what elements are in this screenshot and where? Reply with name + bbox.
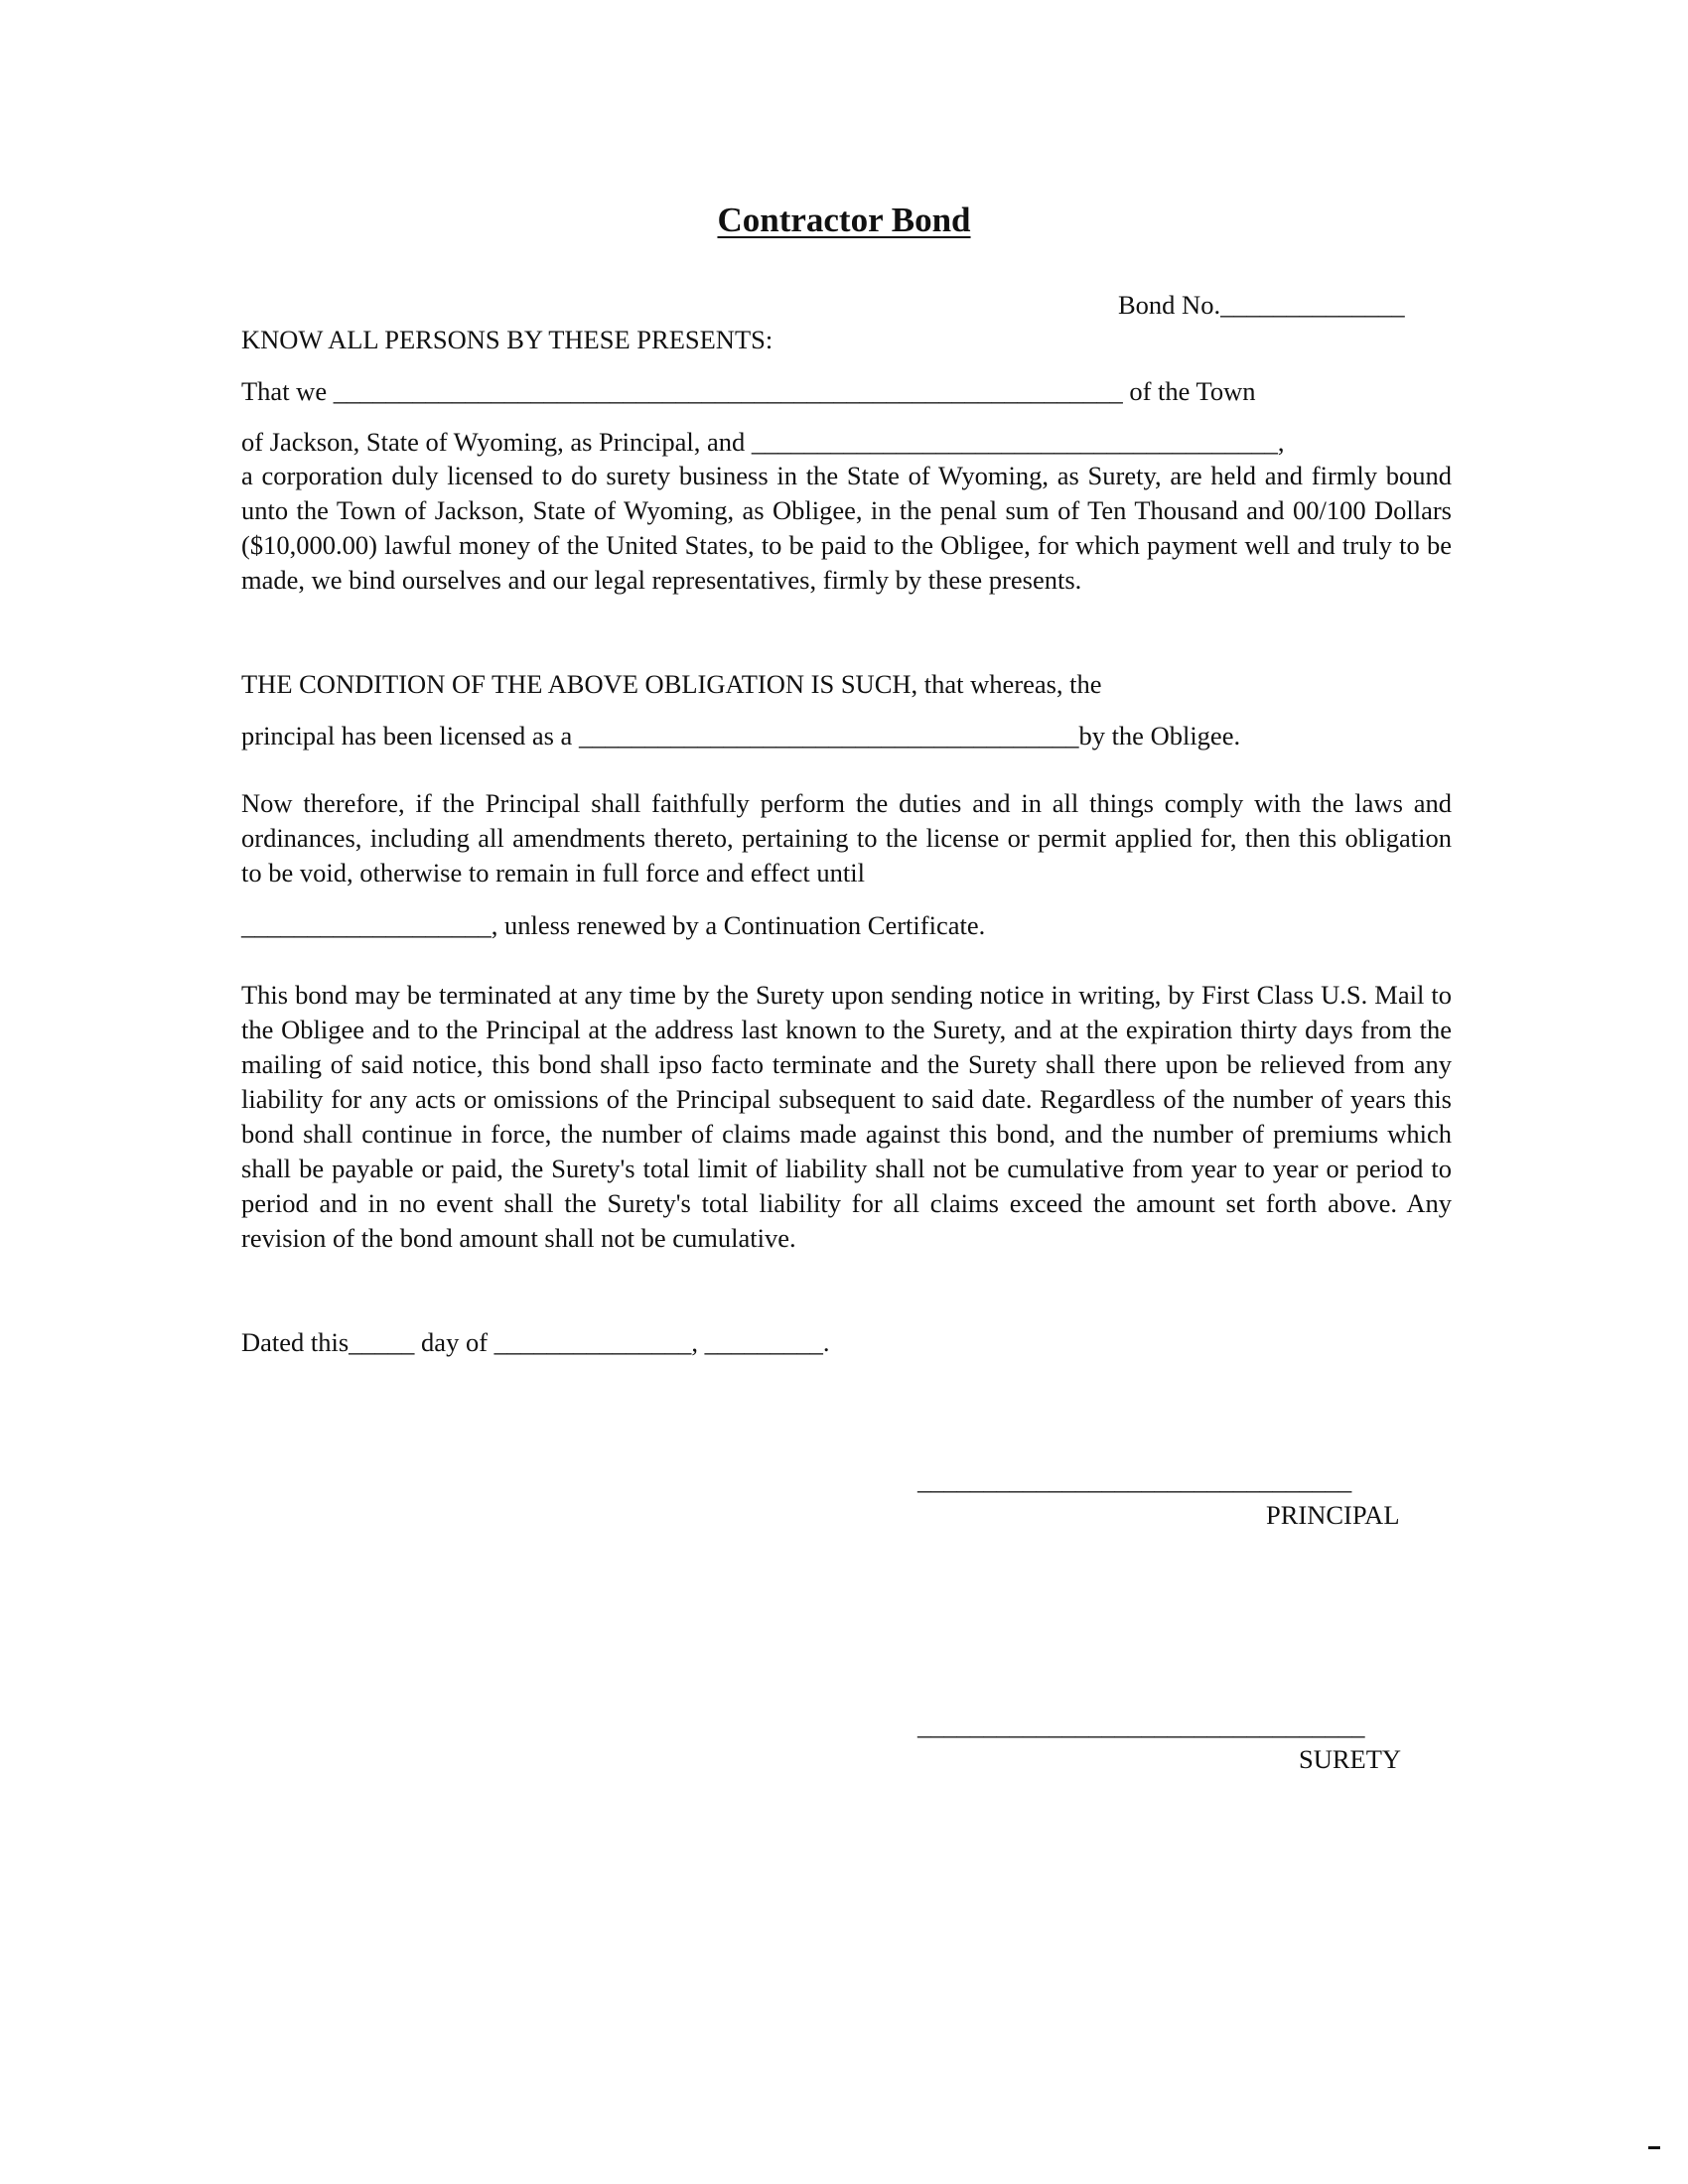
surety-label: SURETY xyxy=(1299,1744,1402,1774)
licensed-line: principal has been licensed as a ______________________________________by the Obligee. xyxy=(241,721,1241,751)
surety-paragraph: a corporation duly licensed to do surety business in the State of Wyoming, as Surety, are held and firmly bound unto the Town of Jackson, State of Wyoming, as Obligee, in the penal sum of Ten Thousand and 00/100 Dollars ($10,000.00) lawful money of the United States, to be paid to the Obligee, for which payment well and truly to be made, we bind ourselves and our legal representatives, firmly by these presents. xyxy=(241,461,1452,595)
document-title: Contractor Bond xyxy=(717,201,971,239)
that-we-line: That we ____________________________________________________________ of the Town xyxy=(241,376,1256,406)
principal-label: PRINCIPAL xyxy=(1266,1500,1400,1530)
know-all-heading: KNOW ALL PERSONS BY THESE PRESENTS: xyxy=(241,325,774,354)
dated-line: Dated this_____ day of _______________, _________. xyxy=(241,1327,830,1357)
condition-line: THE CONDITION OF THE ABOVE OBLIGATION IS SUCH, that whereas, the xyxy=(241,669,1102,699)
bond-number-field: Bond No.______________ xyxy=(1118,290,1405,320)
now-therefore-paragraph: Now therefore, if the Principal shall faithfully perform the duties and in all things comply with the laws and ordinances, including all amendments thereto, pertaining to the license or permit applied for, then this obligation to be void, otherwise to remain in full force and effect until xyxy=(241,788,1452,887)
principal-signature-line: _________________________________ xyxy=(917,1465,1352,1495)
page-edge-mark xyxy=(1648,2146,1660,2149)
termination-paragraph: This bond may be terminated at any time by the Surety upon sending notice in writing, by First Class U.S. Mail to the Obligee and to the Principal at the address last known to the Surety, and at the expiration thirty days from the mailing of said notice, this bond shall ipso facto terminate and the Surety shall there upon be relieved from any liability for any acts or omissions of the Principal subsequent to said date. Regardless of the number of years this bond shall continue in force, the number of claims made against this bond, and the number of premiums which shall be payable or paid, the Surety's total limit of liability shall not be cumulative from year to year or period to period and in no event shall the Surety's total liability for all claims exceed the amount set forth above. Any revision of the bond amount shall not be cumulative. xyxy=(241,980,1452,1253)
renewal-line: ___________________, unless renewed by a Continuation Certificate. xyxy=(241,910,986,940)
principal-line: of Jackson, State of Wyoming, as Principal, and ________________________________________, xyxy=(241,427,1285,457)
surety-signature-line: __________________________________ xyxy=(917,1710,1365,1740)
